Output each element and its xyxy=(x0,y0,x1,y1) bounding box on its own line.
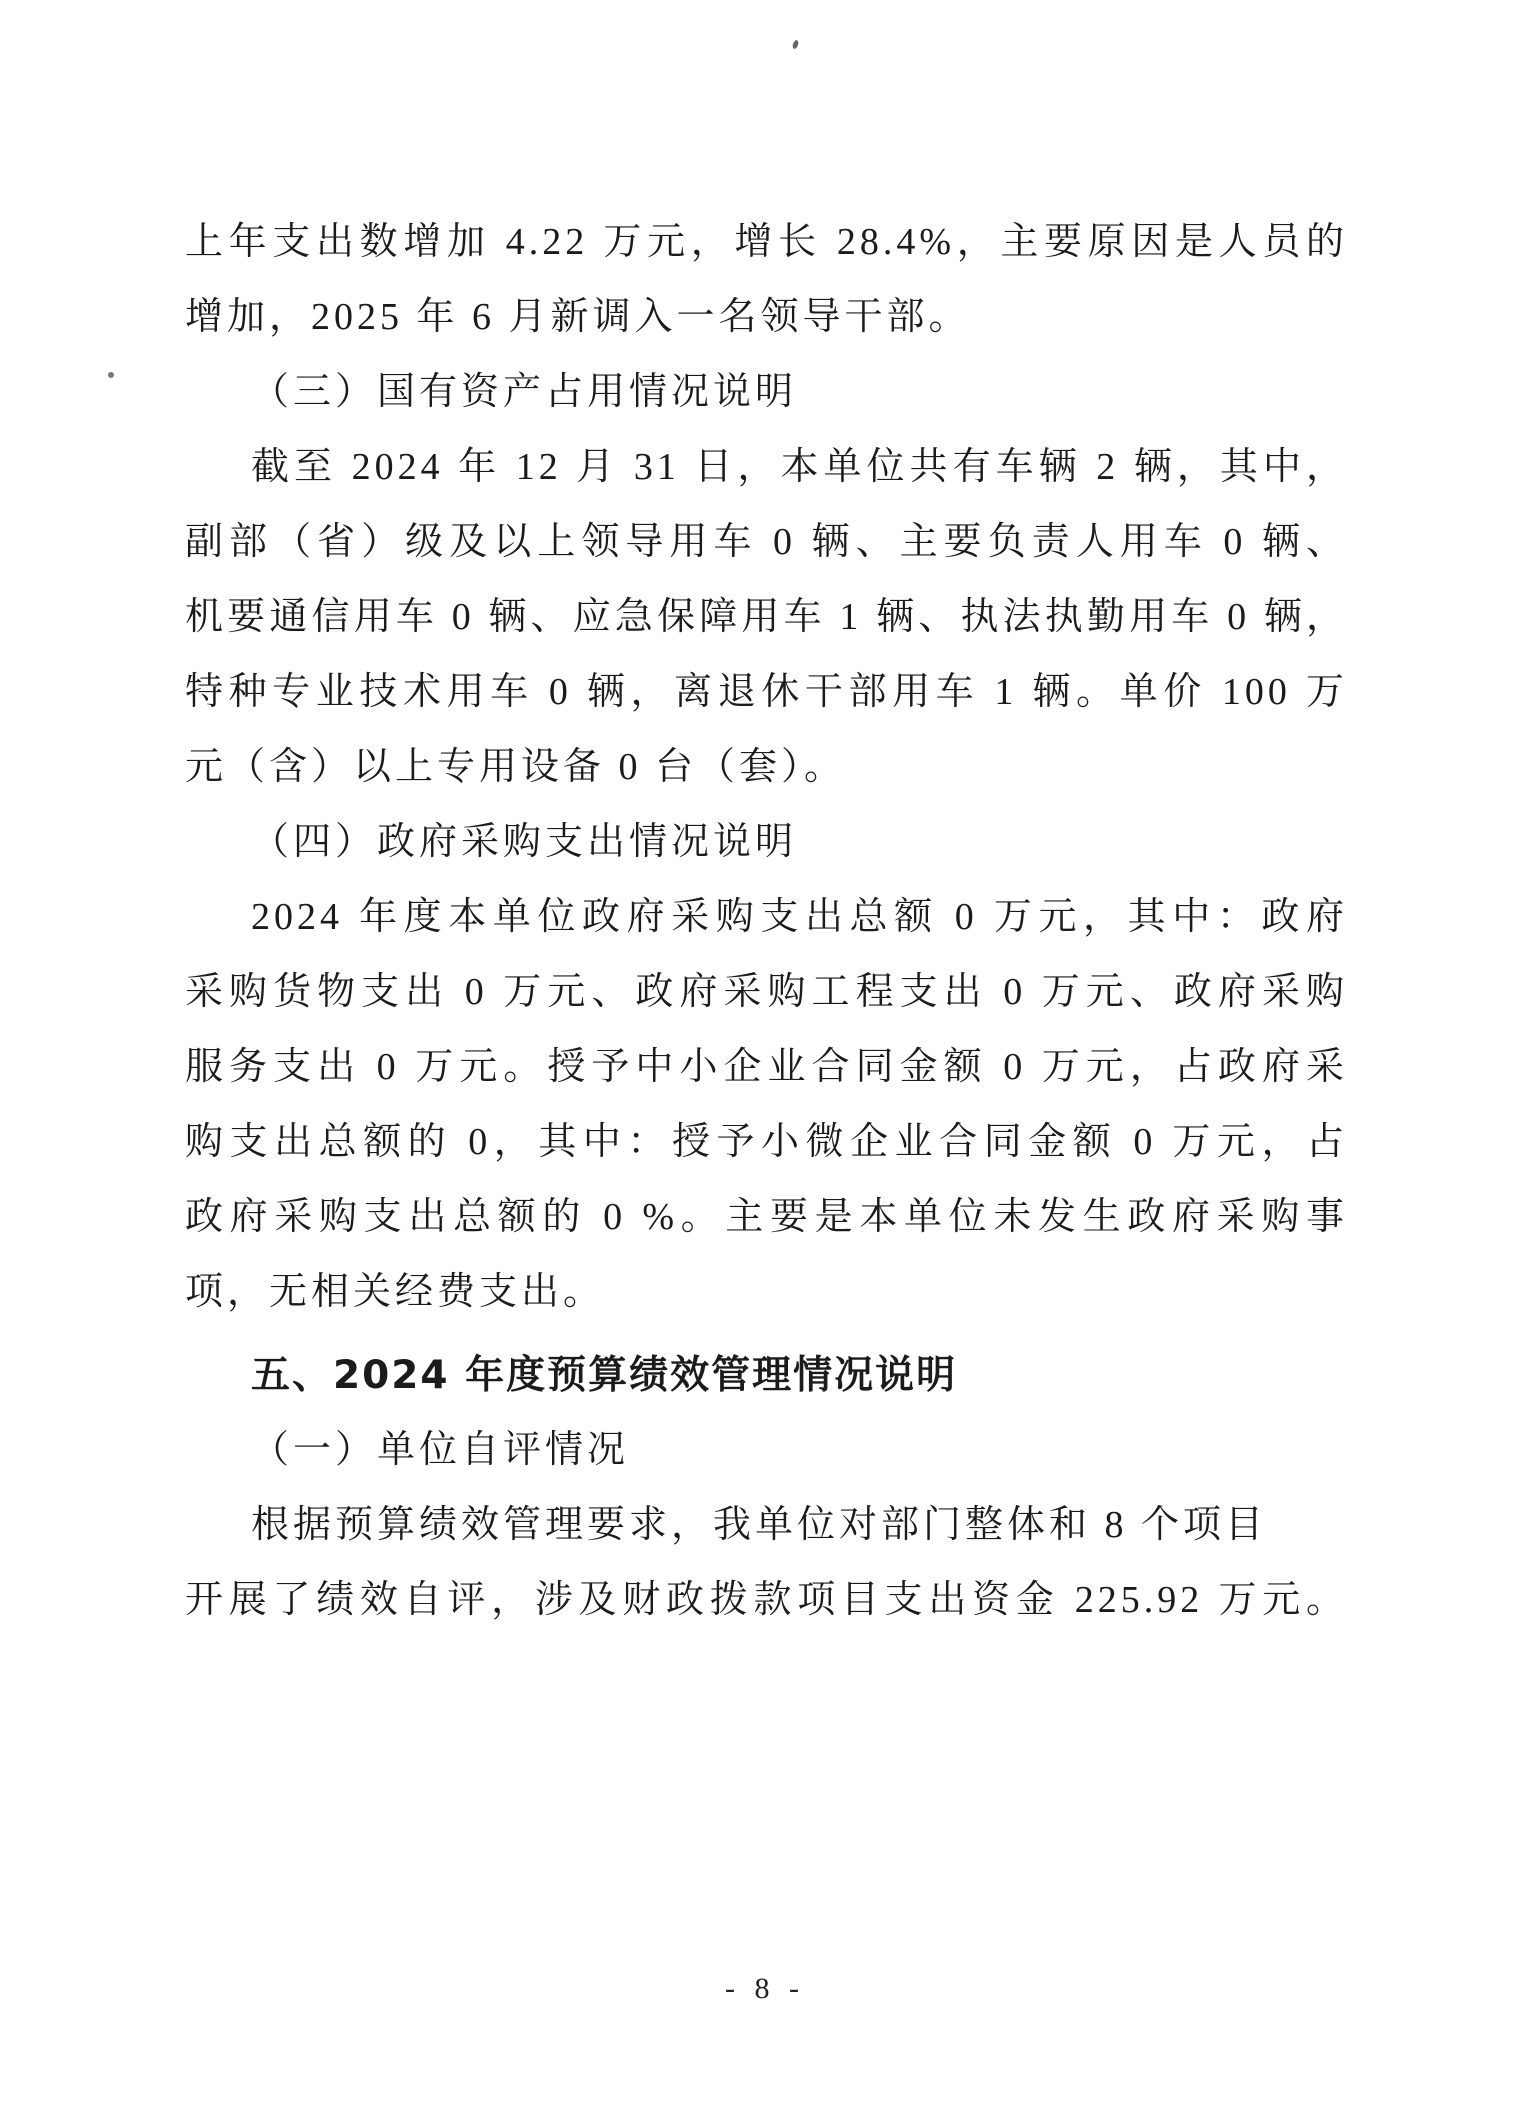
text-line: 项，无相关经费支出。 xyxy=(185,1271,606,1313)
text-line: 副部（省）级及以上领导用车 0 辆、主要负责人用车 0 辆、 xyxy=(185,521,1348,563)
page-number: - 8 - xyxy=(725,1972,805,2005)
text-line: （四）政府采购支出情况说明 xyxy=(251,821,798,863)
scan-speck xyxy=(792,39,800,49)
text-line: 根据预算绩效管理要求，我单位对部门整体和 8 个项目 xyxy=(251,1504,1268,1546)
section-heading: 五、2024 年度预算绩效管理情况说明 xyxy=(251,1353,958,1398)
text-line: 截至 2024 年 12 月 31 日，本单位共有车辆 2 辆，其中， xyxy=(251,446,1348,488)
text-line: 政府采购支出总额的 0 %。主要是本单位未发生政府采购事 xyxy=(185,1196,1348,1238)
text-line: 增加，2025 年 6 月新调入一名领导干部。 xyxy=(185,296,971,338)
text-line: 服务支出 0 万元。授予中小企业合同金额 0 万元，占政府采 xyxy=(185,1046,1348,1088)
text-line: 购支出总额的 0，其中：授予小微企业合同金额 0 万元，占 xyxy=(185,1121,1348,1163)
text-line: （一）单位自评情况 xyxy=(251,1429,630,1471)
text-line: 开展了绩效自评，涉及财政拨款项目支出资金 225.92 万元。 xyxy=(185,1579,1348,1621)
text-line: 元（含）以上专用设备 0 台（套）。 xyxy=(185,746,847,788)
text-line: （三）国有资产占用情况说明 xyxy=(251,371,798,413)
scan-speck xyxy=(108,372,114,378)
document-text-block xyxy=(185,205,1348,1638)
text-line: 特种专业技术用车 0 辆，离退休干部用车 1 辆。单价 100 万 xyxy=(185,671,1348,713)
text-line: 机要通信用车 0 辆、应急保障用车 1 辆、执法执勤用车 0 辆， xyxy=(185,596,1348,638)
text-line: 2024 年度本单位政府采购支出总额 0 万元，其中：政府 xyxy=(251,896,1348,938)
text-line: 采购货物支出 0 万元、政府采购工程支出 0 万元、政府采购 xyxy=(185,971,1348,1013)
text-line: 上年支出数增加 4.22 万元，增长 28.4%，主要原因是人员的 xyxy=(185,221,1348,263)
